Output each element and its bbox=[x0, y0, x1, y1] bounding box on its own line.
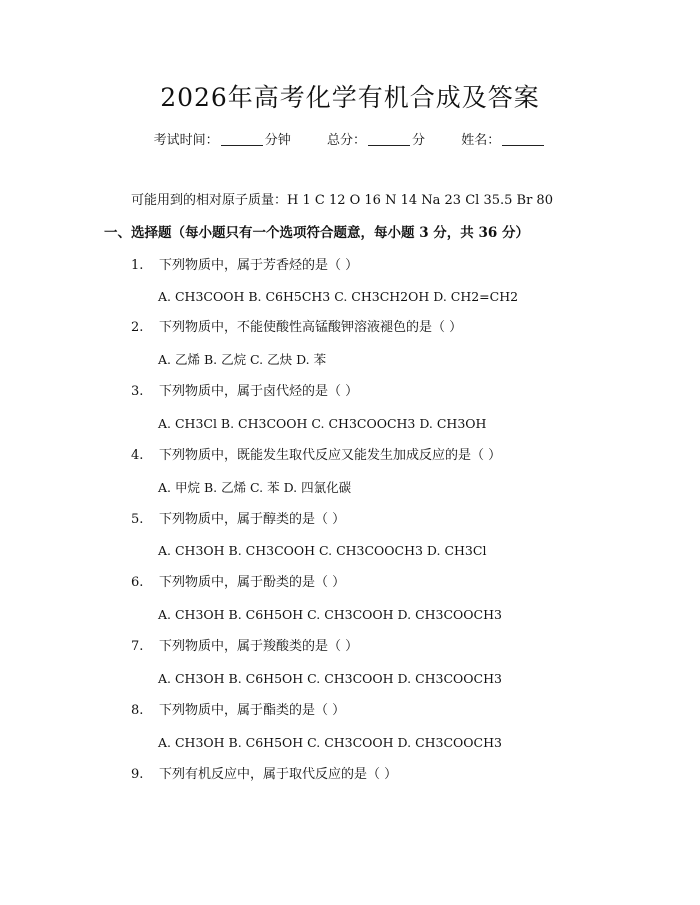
question-2-options: A. 乙烯 B. 乙烷 C. 乙炔 D. 苯 bbox=[158, 352, 327, 367]
question-number: 3. bbox=[131, 384, 144, 399]
name-blank bbox=[502, 133, 544, 146]
question-8-options: A. CH3OH B. C6H5OH C. CH3COOH D. CH3COOCH3 bbox=[158, 735, 502, 750]
question-7 bbox=[131, 637, 358, 657]
total-score-label: 总分： bbox=[326, 133, 366, 148]
total-score-unit: 分 bbox=[412, 133, 426, 148]
question-5-options: A. CH3OH B. CH3COOH C. CH3COOCH3 D. CH3Cl bbox=[158, 543, 487, 558]
question-text: 下列物质中，属于醇类的是（ ） bbox=[159, 512, 346, 527]
question-text: 下列物质中，属于酯类的是（ ） bbox=[159, 703, 346, 718]
exam-time-label: 考试时间： bbox=[153, 133, 219, 148]
document-title: 2026年高考化学有机合成及答案 bbox=[160, 83, 540, 112]
question-number: 5. bbox=[131, 512, 144, 527]
question-5 bbox=[131, 510, 345, 530]
question-4 bbox=[131, 446, 501, 466]
section-heading: 一、选择题（每小题只有一个选项符合题意，每小题 3 分，共 36 分） bbox=[104, 225, 529, 241]
question-text: 下列物质中，属于卤代烃的是（ ） bbox=[159, 384, 359, 399]
question-4-options: A. 甲烷 B. 乙烯 C. 苯 D. 四氯化碳 bbox=[158, 480, 352, 495]
question-6-options: A. CH3OH B. C6H5OH C. CH3COOH D. CH3COOCH3 bbox=[158, 607, 502, 622]
question-7-options: A. CH3OH B. C6H5OH C. CH3COOH D. CH3COOCH3 bbox=[158, 671, 502, 686]
question-text: 下列物质中，属于芳香烃的是（ ） bbox=[159, 258, 359, 273]
total-score-blank bbox=[368, 133, 410, 146]
question-1 bbox=[131, 256, 358, 276]
question-text: 下列有机反应中，属于取代反应的是（ ） bbox=[159, 767, 398, 782]
question-number: 8. bbox=[131, 703, 144, 718]
question-text: 下列物质中，属于酚类的是（ ） bbox=[159, 575, 346, 590]
question-6 bbox=[131, 573, 345, 593]
question-number: 9. bbox=[131, 767, 144, 782]
question-3 bbox=[131, 382, 358, 402]
exam-time-unit: 分钟 bbox=[264, 133, 291, 148]
question-3-options: A. CH3Cl B. CH3COOH C. CH3COOCH3 D. CH3OH bbox=[158, 416, 487, 431]
question-text: 下列物质中，既能发生取代反应又能发生加成反应的是（ ） bbox=[159, 448, 502, 463]
question-8 bbox=[131, 701, 345, 721]
question-text: 下列物质中，属于羧酸类的是（ ） bbox=[159, 639, 359, 654]
exam-time-blank bbox=[221, 133, 263, 146]
question-number: 6. bbox=[131, 575, 144, 590]
exam-info-line bbox=[0, 131, 700, 151]
name-label: 姓名： bbox=[461, 133, 501, 148]
question-number: 2. bbox=[131, 320, 144, 335]
question-1-options: A. CH3COOH B. C6H5CH3 C. CH3CH2OH D. CH2=CH2 bbox=[158, 289, 519, 304]
atomic-masses-note: 可能用到的相对原子质量：H 1 C 12 O 16 N 14 Na 23 Cl 35.5 Br 80 bbox=[131, 193, 553, 208]
question-number: 1. bbox=[131, 258, 144, 273]
question-text: 下列物质中，不能使酸性高锰酸钾溶液褪色的是（ ） bbox=[159, 320, 463, 335]
question-2 bbox=[131, 318, 462, 338]
question-9 bbox=[131, 765, 397, 785]
question-number: 4. bbox=[131, 448, 144, 463]
question-number: 7. bbox=[131, 639, 144, 654]
